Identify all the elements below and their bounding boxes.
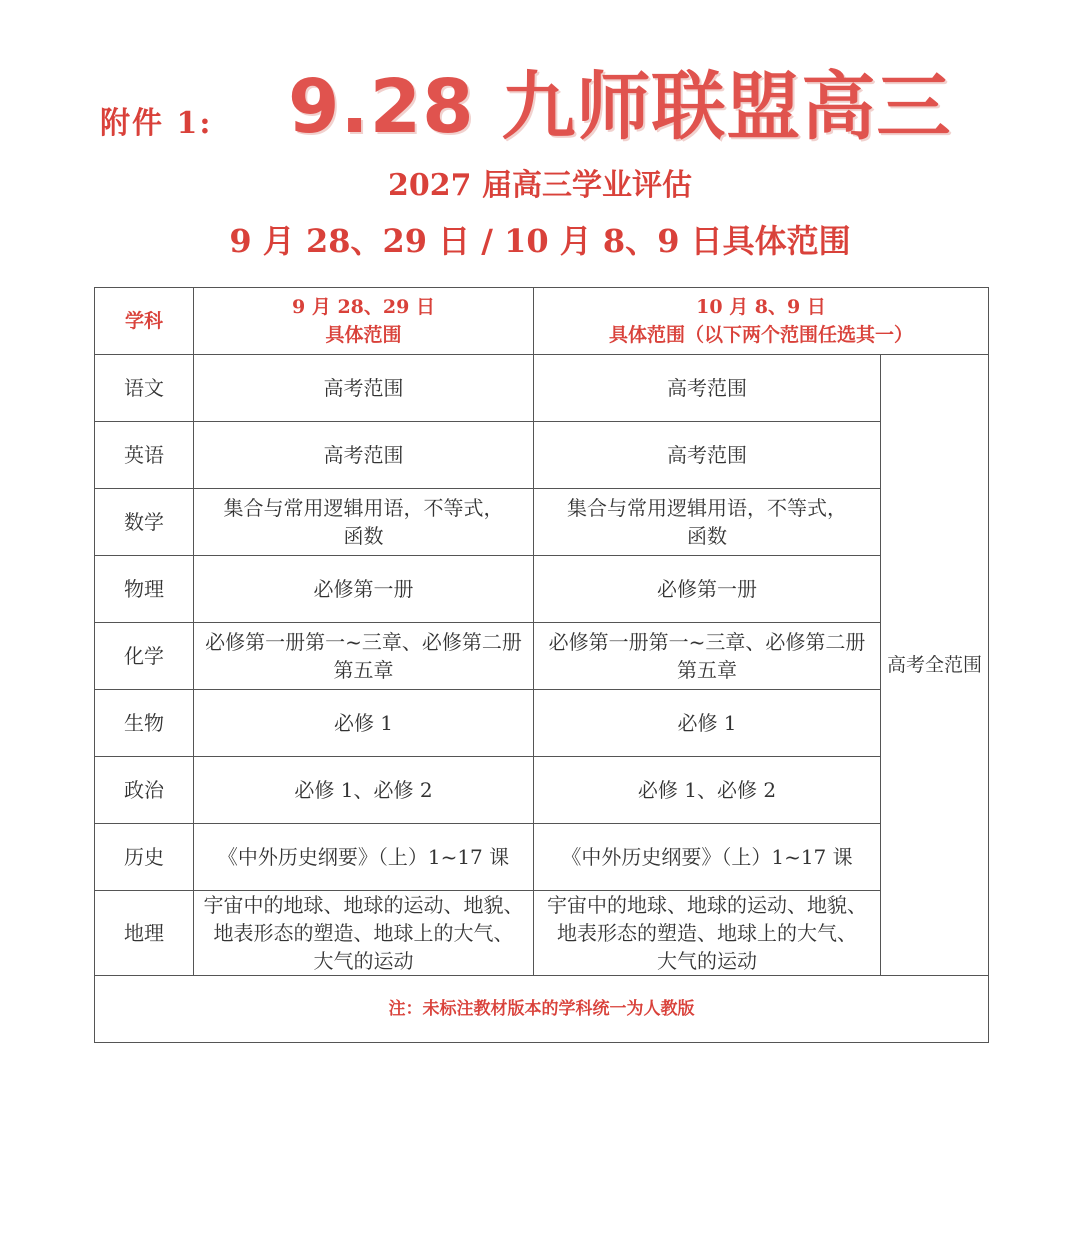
range-oct-cell: 必修第一册: [534, 556, 881, 623]
table-note-row: [95, 976, 989, 1043]
header-subject: 学科: [95, 288, 194, 355]
table-row: [95, 891, 989, 976]
subject-cell: 政治: [95, 757, 194, 824]
range-line: 宇宙中的地球、地球的运动、地貌、: [203, 893, 524, 917]
textbook-note: 注：未标注教材版本的学科统一为人教版: [95, 976, 989, 1043]
table-row: [95, 690, 989, 757]
range-oct-cell: 高考范围: [534, 422, 881, 489]
range-sep-cell: [194, 623, 534, 690]
table-header-row: [95, 288, 989, 355]
table-row: [95, 355, 989, 422]
range-sep-cell: 必修第一册: [194, 556, 534, 623]
full-range-cell: 高考全范围: [881, 355, 989, 976]
range-oct-cell: [534, 489, 881, 556]
header-sep-date: 9 月 28、29 日: [292, 296, 435, 318]
header-oct-range: [534, 288, 989, 355]
header-sep-range: [194, 288, 534, 355]
range-line: 地表形态的塑造、地球上的大气、: [213, 921, 514, 945]
range-sep-cell: 高考范围: [194, 422, 534, 489]
subject-cell: 英语: [95, 422, 194, 489]
range-line: 第五章: [677, 658, 737, 682]
header-oct-date: 10 月 8、9 日: [696, 296, 826, 318]
header-sep-scope: 具体范围: [325, 324, 402, 346]
range-oct-cell: 《中外历史纲要》（上）1~17 课: [534, 824, 881, 891]
range-line: 必修第一册第一~三章、必修第二册: [548, 630, 866, 654]
range-oct-cell: [534, 891, 881, 976]
main-title: 9.28 九师联盟高三: [288, 64, 952, 150]
table-row: [95, 757, 989, 824]
range-sep-cell: 必修 1: [194, 690, 534, 757]
exam-scope-table: [94, 287, 989, 1043]
range-sep-cell: 《中外历史纲要》（上）1~17 课: [194, 824, 534, 891]
subject-cell: 生物: [95, 690, 194, 757]
subtitle-assessment: 2027 届高三学业评估: [388, 168, 692, 203]
table-row: [95, 556, 989, 623]
table-row: [95, 489, 989, 556]
range-oct-cell: [534, 623, 881, 690]
table-row: [95, 824, 989, 891]
range-line: 地表形态的塑造、地球上的大气、: [557, 921, 857, 945]
subject-cell: 数学: [95, 489, 194, 556]
range-oct-cell: 必修 1、必修 2: [534, 757, 881, 824]
subject-cell: 地理: [95, 891, 194, 976]
table-row: [95, 422, 989, 489]
subject-cell: 语文: [95, 355, 194, 422]
subject-cell: 历史: [95, 824, 194, 891]
range-oct-cell: 高考范围: [534, 355, 881, 422]
attachment-label: 附件 1:: [100, 106, 213, 141]
range-line: 函数: [343, 524, 384, 548]
range-line: 第五章: [333, 658, 394, 682]
range-sep-cell: [194, 891, 534, 976]
subject-cell: 化学: [95, 623, 194, 690]
range-sep-cell: 高考范围: [194, 355, 534, 422]
table-row: [95, 623, 989, 690]
range-sep-cell: 必修 1、必修 2: [194, 757, 534, 824]
range-line: 函数: [687, 524, 727, 548]
range-oct-cell: 必修 1: [534, 690, 881, 757]
header-oct-scope: 具体范围（以下两个范围任选其一）: [609, 324, 914, 346]
subtitle-dates: 9 月 28、29 日 / 10 月 8、9 日具体范围: [229, 222, 851, 260]
range-line: 必修第一册第一~三章、必修第二册: [205, 630, 522, 654]
range-line: 集合与常用逻辑用语，不等式，: [223, 496, 504, 520]
range-line: 大气的运动: [313, 949, 414, 973]
range-line: 大气的运动: [657, 949, 757, 973]
subject-cell: 物理: [95, 556, 194, 623]
range-line: 集合与常用逻辑用语，不等式，: [567, 496, 847, 520]
range-sep-cell: [194, 489, 534, 556]
range-line: 宇宙中的地球、地球的运动、地貌、: [547, 893, 867, 917]
